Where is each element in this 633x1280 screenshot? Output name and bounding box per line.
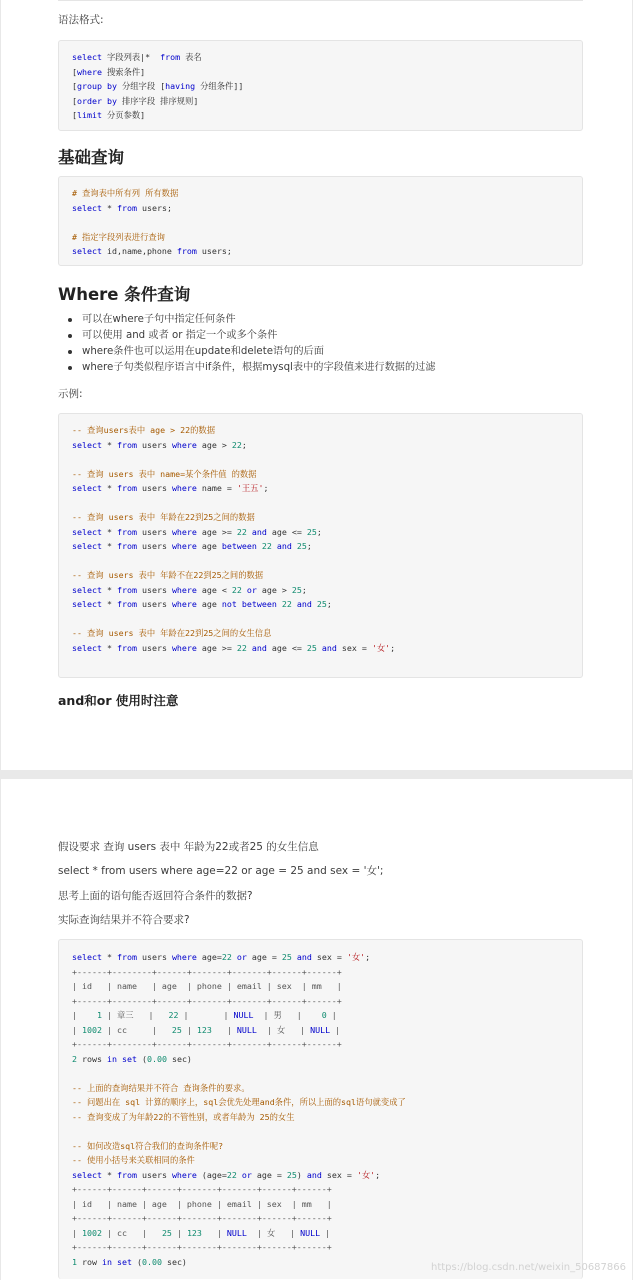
code-line: -- 查询变成了为年龄22的不管性别，或者年龄为 25的女生 (72, 1111, 295, 1122)
code-line: | 1002 | cc | 25 | 123 | NULL | 女 | NULL | (72, 1227, 331, 1238)
syntax-code-block[interactable] (58, 40, 583, 131)
heading-and-or: and和or 使用时注意 (58, 693, 179, 708)
code-line: # 指定字段列表进行查询 (72, 231, 165, 242)
code-line: select * from users where age >= 22 and age <= 25; (72, 526, 322, 537)
list-item: 可以使用 and 或者 or 指定一个或多个条件 (68, 328, 436, 344)
code-line: +------+--------+------+-------+-------+------+------+ (72, 966, 342, 977)
code-line: select 字段列表|* from 表名 (72, 52, 202, 62)
code-line: select * from users; (72, 202, 172, 213)
code-line: +------+------+------+-------+-------+------+------+ (72, 1242, 332, 1252)
code-line: select * from users where name = '王五'; (72, 483, 269, 493)
code-line: | 1 | 章三 | 22 | | NULL | 男 | 0 | (72, 1010, 337, 1020)
paragraph-requirement: 假设要求 查询 users 表中 年龄为22或者25 的女生信息 (58, 841, 319, 853)
code-line: -- 查询 users 表中 name=某个条件值 的数据 (72, 468, 257, 479)
list-item: 可以在where子句中指定任何条件 (68, 312, 436, 328)
code-line: select * from users where age between 22 and 25; (72, 541, 312, 551)
code-line: +------+--------+------+-------+-------+------+------+ (72, 995, 342, 1006)
code-line: [group by 分组字段 [having 分组条件]] (72, 81, 244, 91)
code-line: +------+------+------+-------+-------+------+------+ (72, 1213, 332, 1223)
code-line: -- 上面的查询结果并不符合 查询条件的要求。 (72, 1082, 250, 1093)
paragraph-question: 思考上面的语句能否返回符合条件的数据? (58, 890, 253, 902)
heading-where-query: Where 条件查询 (58, 285, 191, 304)
code-line: select * from users where age >= 22 and age <= 25 and sex = '女'; (72, 642, 396, 653)
example-code-block[interactable] (58, 413, 583, 678)
article-card-bottom (0, 779, 633, 1280)
code-line: [where 搜索条件] (72, 66, 146, 77)
code-line: [limit 分页参数] (72, 110, 146, 120)
code-line: select * from users where age > 22; (72, 439, 247, 450)
code-line: -- 查询 users 表中 年龄在22到25之间的数据 (72, 512, 255, 522)
code-line: 2 rows in set (0.00 sec) (72, 1053, 192, 1064)
code-line: | 1002 | cc | 25 | 123 | NULL | 女 | NULL | (72, 1024, 341, 1035)
list-item: where条件也可以运用在update和delete语句的后面 (68, 344, 436, 360)
code-line: 1 row in set (0.00 sec) (72, 1256, 187, 1267)
code-line: select id,name,phone from users; (72, 246, 232, 256)
code-line: # 查询表中所有列 所有数据 (72, 188, 179, 198)
paragraph-sql: select * from users where age=22 or age = 25 and sex = '女'; (58, 865, 384, 877)
watermark: https://blog.csdn.net/weixin_50687866 (430, 1262, 626, 1273)
code-line: select * from users where age=22 or age = 25 and sex = '女'; (72, 952, 371, 962)
code-line: +------+--------+------+-------+-------+------+------+ (72, 1039, 342, 1049)
where-bullet-list (68, 312, 436, 376)
code-line: select * from users where age not between 22 and 25; (72, 599, 332, 609)
code-line: -- 查询users表中 age > 22的数据 (72, 425, 215, 435)
code-line: -- 使用小括号来关联相同的条件 (72, 1155, 195, 1165)
code-line: select * from users where (age=22 or age = 25) and sex = '女'; (72, 1169, 381, 1180)
code-line: -- 查询 users 表中 年龄不在22到25之间的数据 (72, 570, 264, 580)
code-line: -- 查询 users 表中 年龄在22到25之间的女生信息 (72, 628, 272, 638)
code-line: | id | name | age | phone | email | sex | mm | (72, 1198, 332, 1209)
paragraph-result-note: 实际查询结果并不符合要求? (58, 914, 190, 926)
code-line: +------+------+------+-------+-------+------+------+ (72, 1184, 332, 1194)
heading-basic-query: 基础查询 (58, 148, 124, 167)
example-label: 示例: (58, 388, 83, 400)
code-line: -- 问题出在 sql 计算的顺序上，sql会优先处理and条件，所以上面的sql语句就变成了 (72, 1097, 406, 1107)
code-line: -- 如何改造sql符合我们的查询条件呢? (72, 1140, 224, 1151)
basic-code-block[interactable] (58, 176, 583, 266)
top-border-line (58, 0, 583, 1)
list-item: where子句类似程序语言中if条件，根据mysql表中的字段值来进行数据的过滤 (68, 360, 436, 376)
result-code-block[interactable] (58, 939, 583, 1279)
syntax-label: 语法格式: (58, 14, 104, 26)
code-line: | id | name | age | phone | email | sex | mm | (72, 981, 342, 991)
code-line: [order by 排序字段 排序规则] (72, 95, 199, 106)
section-divider (0, 770, 633, 779)
code-line: select * from users where age < 22 or age > 25; (72, 584, 307, 595)
